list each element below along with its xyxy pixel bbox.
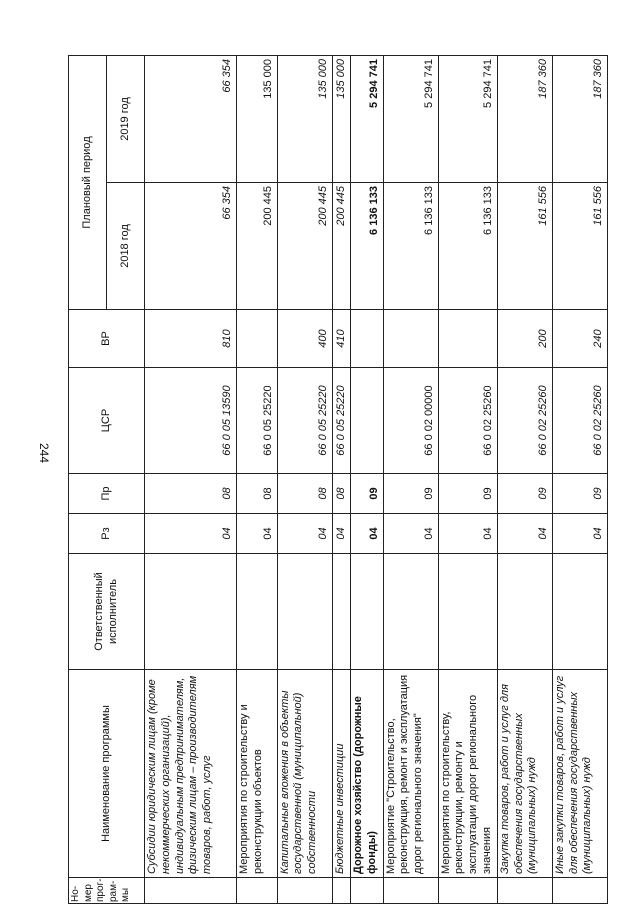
row-vr <box>236 310 277 368</box>
row-program-number <box>383 878 438 904</box>
row-2018: 200 445 <box>277 183 332 310</box>
row-executor <box>497 554 552 670</box>
row-csr: 66 0 02 25260 <box>552 368 607 474</box>
row-2018: 66 354 <box>145 183 237 310</box>
row-2019: 5 294 741 <box>350 56 383 183</box>
row-pr: 08 <box>277 474 332 514</box>
row-rz: 04 <box>236 514 277 554</box>
row-vr: 810 <box>145 310 237 368</box>
row-2019: 187 360 <box>497 56 552 183</box>
row-rz: 04 <box>332 514 350 554</box>
row-vr <box>438 310 497 368</box>
row-csr: 66 0 02 25260 <box>438 368 497 474</box>
table-row <box>438 56 497 904</box>
row-rz: 04 <box>145 514 237 554</box>
row-program-number <box>332 878 350 904</box>
row-program-number <box>277 878 332 904</box>
table-row <box>332 56 350 904</box>
row-2018: 200 445 <box>332 183 350 310</box>
header-year-2019: 2019 год <box>107 56 145 183</box>
row-name: Дорожное хозяйство (дорожные фонды) <box>350 670 383 878</box>
table-row <box>350 56 383 904</box>
row-csr: 66 0 02 00000 <box>383 368 438 474</box>
row-2018: 161 556 <box>497 183 552 310</box>
header-csr: ЦСР <box>69 368 145 474</box>
row-executor <box>277 554 332 670</box>
row-rz: 04 <box>497 514 552 554</box>
row-pr: 08 <box>332 474 350 514</box>
row-vr: 410 <box>332 310 350 368</box>
header-program-name: Наименование программы <box>69 670 145 878</box>
row-rz: 04 <box>277 514 332 554</box>
row-name: Бюджетные инвестиции <box>332 670 350 878</box>
row-program-number <box>438 878 497 904</box>
row-program-number <box>236 878 277 904</box>
row-executor <box>383 554 438 670</box>
row-vr <box>350 310 383 368</box>
row-csr: 66 0 05 25220 <box>277 368 332 474</box>
row-csr: 66 0 05 25220 <box>236 368 277 474</box>
row-2019: 135 000 <box>332 56 350 183</box>
row-executor <box>332 554 350 670</box>
row-rz: 04 <box>350 514 383 554</box>
row-program-number <box>552 878 607 904</box>
table-row <box>497 56 552 904</box>
budget-table <box>68 55 608 904</box>
row-2018: 6 136 133 <box>383 183 438 310</box>
row-executor <box>438 554 497 670</box>
row-2019: 135 000 <box>236 56 277 183</box>
row-pr: 08 <box>145 474 237 514</box>
row-2019: 5 294 741 <box>438 56 497 183</box>
header-vr: ВР <box>69 310 145 368</box>
row-program-number <box>350 878 383 904</box>
table-row <box>236 56 277 904</box>
row-rz: 04 <box>438 514 497 554</box>
row-pr: 08 <box>236 474 277 514</box>
row-name: Иные закупки товаров, работ и услуг для обеспечения государственных (муниципальных) нужд <box>552 670 607 878</box>
header-executor: Ответственный исполнитель <box>69 554 145 670</box>
row-name: Мероприятие "Строительство, реконструкция, ремонт и эксплуатация дорог регионального значения" <box>383 670 438 878</box>
row-2019: 135 000 <box>277 56 332 183</box>
row-program-number <box>145 878 237 904</box>
row-rz: 04 <box>552 514 607 554</box>
row-2019: 66 354 <box>145 56 237 183</box>
row-pr: 09 <box>552 474 607 514</box>
row-2019: 187 360 <box>552 56 607 183</box>
row-name: Мероприятия по строительству, реконструкции, ремонту и эксплуатации дорог регионального значения <box>438 670 497 878</box>
table-row <box>145 56 237 904</box>
row-name: Мероприятия по строительству и реконструкции объектов <box>236 670 277 878</box>
row-pr: 09 <box>350 474 383 514</box>
header-year-2018: 2018 год <box>107 183 145 310</box>
header-rz: Рз <box>69 514 145 554</box>
row-csr <box>350 368 383 474</box>
row-executor <box>552 554 607 670</box>
row-2018: 6 136 133 <box>350 183 383 310</box>
row-2019: 5 294 741 <box>383 56 438 183</box>
row-pr: 09 <box>438 474 497 514</box>
row-pr: 09 <box>383 474 438 514</box>
row-executor <box>350 554 383 670</box>
page-number: 244 <box>37 443 51 464</box>
row-2018: 200 445 <box>236 183 277 310</box>
row-2018: 6 136 133 <box>438 183 497 310</box>
row-csr: 66 0 02 25260 <box>497 368 552 474</box>
row-executor <box>145 554 237 670</box>
header-pr: Пр <box>69 474 145 514</box>
row-csr: 66 0 05 25220 <box>332 368 350 474</box>
row-name: Закупка товаров, работ и услуг для обеспечения государственных (муниципальных) нужд <box>497 670 552 878</box>
row-csr: 66 0 05 13590 <box>145 368 237 474</box>
row-program-number <box>497 878 552 904</box>
rotated-table-container <box>68 56 608 904</box>
row-vr: 240 <box>552 310 607 368</box>
table-row <box>552 56 607 904</box>
row-name: Субсидии юридическим лицам (кроме некоммерческих организаций), индивидуальным предпринимателям, физическим лицам – производителям товаров, работ, услуг <box>145 670 237 878</box>
row-vr: 200 <box>497 310 552 368</box>
table-row <box>383 56 438 904</box>
header-program-number: Но- мер прог- рам- мы <box>69 878 145 904</box>
header-planned-period: Плановый период <box>69 56 107 310</box>
table-row <box>277 56 332 904</box>
row-executor <box>236 554 277 670</box>
row-pr: 09 <box>497 474 552 514</box>
row-vr: 400 <box>277 310 332 368</box>
row-vr <box>383 310 438 368</box>
row-rz: 04 <box>383 514 438 554</box>
row-2018: 161 556 <box>552 183 607 310</box>
row-name: Капитальные вложения в объекты государственной (муниципальной) собственности <box>277 670 332 878</box>
